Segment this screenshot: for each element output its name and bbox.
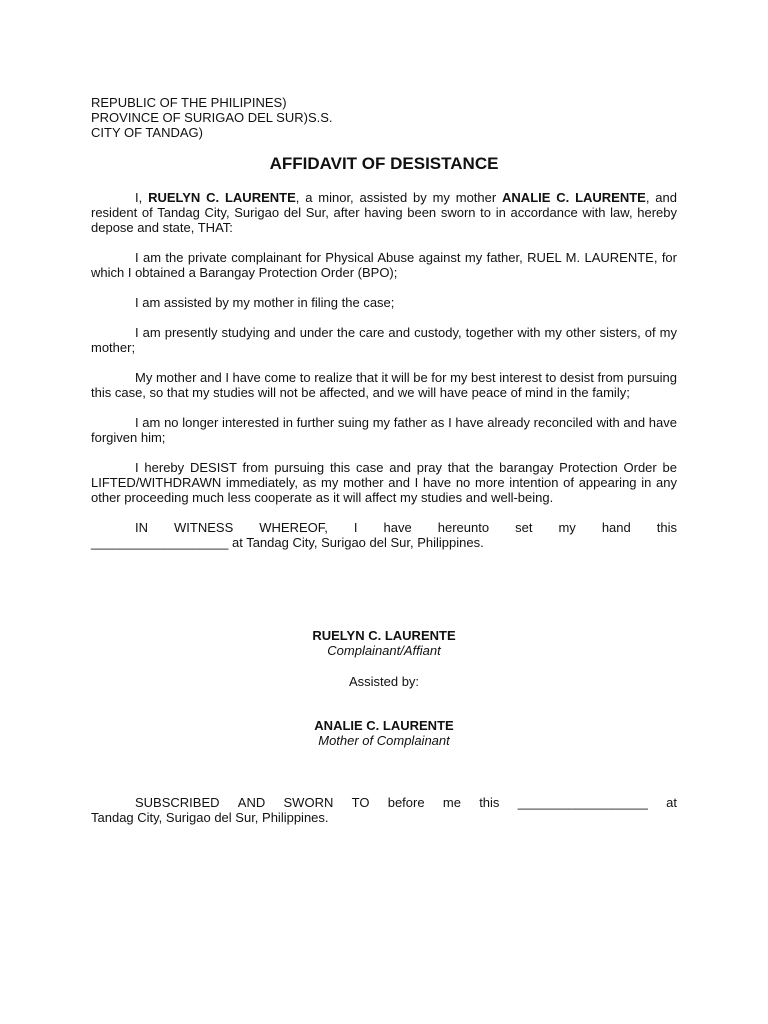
intro-text-1: I, (135, 190, 149, 205)
intro-text-2: , a minor, assisted by my mother (295, 190, 503, 205)
intro-mother-name: ANALIE C. LAURENTE (502, 190, 646, 205)
venue-city: CITY OF TANDAG) (91, 125, 203, 140)
mother-role: Mother of Complainant (318, 733, 450, 748)
paragraph-no-longer-interested: I am no longer interested in further suing my father as I have already reconciled with and have forgiven him; (91, 415, 677, 445)
paragraph-realize: My mother and I have come to realize that it will be for my best interest to desist from pursuing this case, so that my studies will not be affected, and we will have peace of mind in the family; (91, 370, 677, 400)
witness-line-1: IN WITNESS WHEREOF, I have hereunto set my hand this (135, 520, 677, 535)
intro-paragraph (91, 190, 677, 235)
venue-block (91, 95, 333, 140)
affiant-role: Complainant/Affiant (327, 643, 441, 658)
venue-province: PROVINCE OF SURIGAO DEL SUR)S.S. (91, 110, 333, 125)
paragraph-studying: I am presently studying and under the care and custody, together with my other sisters, of my mother; (91, 325, 677, 355)
document-title: AFFIDAVIT OF DESISTANCE (269, 154, 499, 173)
assisted-by-label: Assisted by: (348, 674, 420, 689)
mother-signature-block (0, 718, 768, 748)
affidavit-body (91, 190, 677, 550)
paragraph-assisted: I am assisted by my mother in filing the case; (135, 295, 395, 310)
venue-republic: REPUBLIC OF THE PHILIPINES) (91, 95, 287, 110)
intro-text-3: , and resident of Tandag City, Surigao del Sur, after having been sworn to in accordance with law, hereby depose and state, THAT: (91, 190, 677, 235)
intro-affiant-name: RUELYN C. LAURENTE (148, 190, 296, 205)
jurat-paragraph (91, 795, 677, 825)
witness-paragraph (91, 520, 677, 550)
paragraph-desist: I hereby DESIST from pursuing this case and pray that the barangay Protection Order be LIFTED/WITHDRAWN immediately, as my mother and I have no more intention of appearing in any other proceeding much less cooperate as it will affect my studies and well-being. (91, 460, 677, 505)
jurat-line-2: Tandag City, Surigao del Sur, Philippines. (91, 810, 329, 825)
witness-line-2: ___________________ at Tandag City, Surigao del Sur, Philippines. (91, 535, 484, 550)
affiant-name: RUELYN C. LAURENTE (312, 628, 456, 643)
jurat-line-1: SUBSCRIBED AND SWORN TO before me this __________________ at (135, 795, 677, 810)
mother-name: ANALIE C. LAURENTE (314, 718, 454, 733)
paragraph-complainant: I am the private complainant for Physical Abuse against my father, RUEL M. LAURENTE, for which I obtained a Barangay Protection Order (BPO); (91, 250, 677, 280)
affiant-signature-block (0, 628, 768, 658)
